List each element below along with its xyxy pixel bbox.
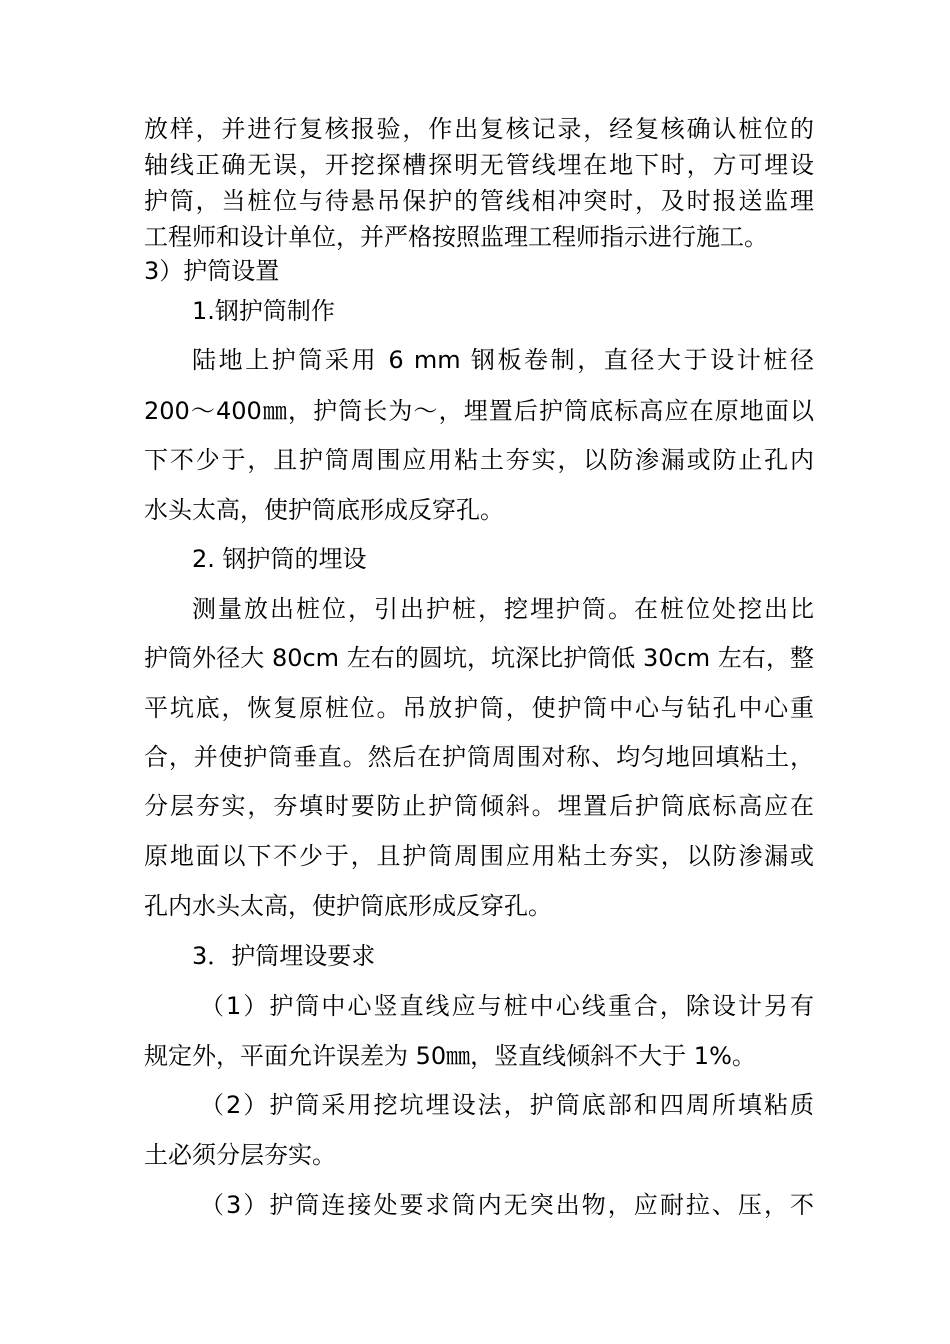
paragraph-line: 平坑底，恢复原桩位。吊放护筒，使护筒中心与钻孔中心重 (144, 694, 814, 722)
paragraph-line: 工程师和设计单位，并严格按照监理工程师指示进行施工。 (144, 223, 768, 251)
section-heading: 3）护筒设置 (144, 257, 280, 285)
paragraph-line: （1）护筒中心竖直线应与桩中心线重合，除设计另有 (200, 992, 814, 1020)
paragraph-line: （3）护筒连接处要求筒内无突出物，应耐拉、压，不 (200, 1191, 814, 1219)
subsection-heading: 2. 钢护筒的埋设 (192, 545, 367, 573)
paragraph-line: 原地面以下不少于，且护筒周围应用粘土夯实，以防渗漏或 (144, 842, 814, 870)
subsection-heading: 1.钢护筒制作 (192, 297, 335, 325)
paragraph-line: 护筒外径大 80cm 左右的圆坑，坑深比护筒低 30cm 左右，整 (144, 644, 814, 672)
paragraph-line: 200～400㎜，护筒长为～，埋置后护筒底标高应在原地面以 (144, 397, 814, 425)
paragraph-line: 陆地上护筒采用 6 mm 钢板卷制，直径大于设计桩径 (192, 346, 814, 374)
paragraph-line: 合，并使护筒垂直。然后在护筒周围对称、均匀地回填粘土， (144, 743, 814, 771)
paragraph-line: 规定外，平面允许误差为 50㎜，竖直线倾斜不大于 1%。 (144, 1042, 756, 1070)
subsection-heading: 3．护筒埋设要求 (192, 942, 376, 970)
paragraph-line: 轴线正确无误，开挖探槽探明无管线埋在地下时，方可埋设 (144, 151, 814, 179)
paragraph-line: 放样，并进行复核报验，作出复核记录，经复核确认桩位的 (144, 115, 814, 143)
paragraph-line: 测量放出桩位，引出护桩，挖埋护筒。在桩位处挖出比 (192, 595, 814, 623)
paragraph-line: （2）护筒采用挖坑埋设法，护筒底部和四周所填粘质 (200, 1091, 814, 1119)
paragraph-line: 分层夯实，夯填时要防止护筒倾斜。埋置后护筒底标高应在 (144, 792, 814, 820)
paragraph-line: 土必须分层夯实。 (144, 1141, 336, 1169)
paragraph-line: 水头太高，使护筒底形成反穿孔。 (144, 496, 504, 524)
paragraph-line: 下不少于，且护筒周围应用粘土夯实，以防渗漏或防止孔内 (144, 446, 814, 474)
paragraph-line: 孔内水头太高，使护筒底形成反穿孔。 (144, 892, 552, 920)
paragraph-line: 护筒，当桩位与待悬吊保护的管线相冲突时，及时报送监理 (144, 187, 814, 215)
